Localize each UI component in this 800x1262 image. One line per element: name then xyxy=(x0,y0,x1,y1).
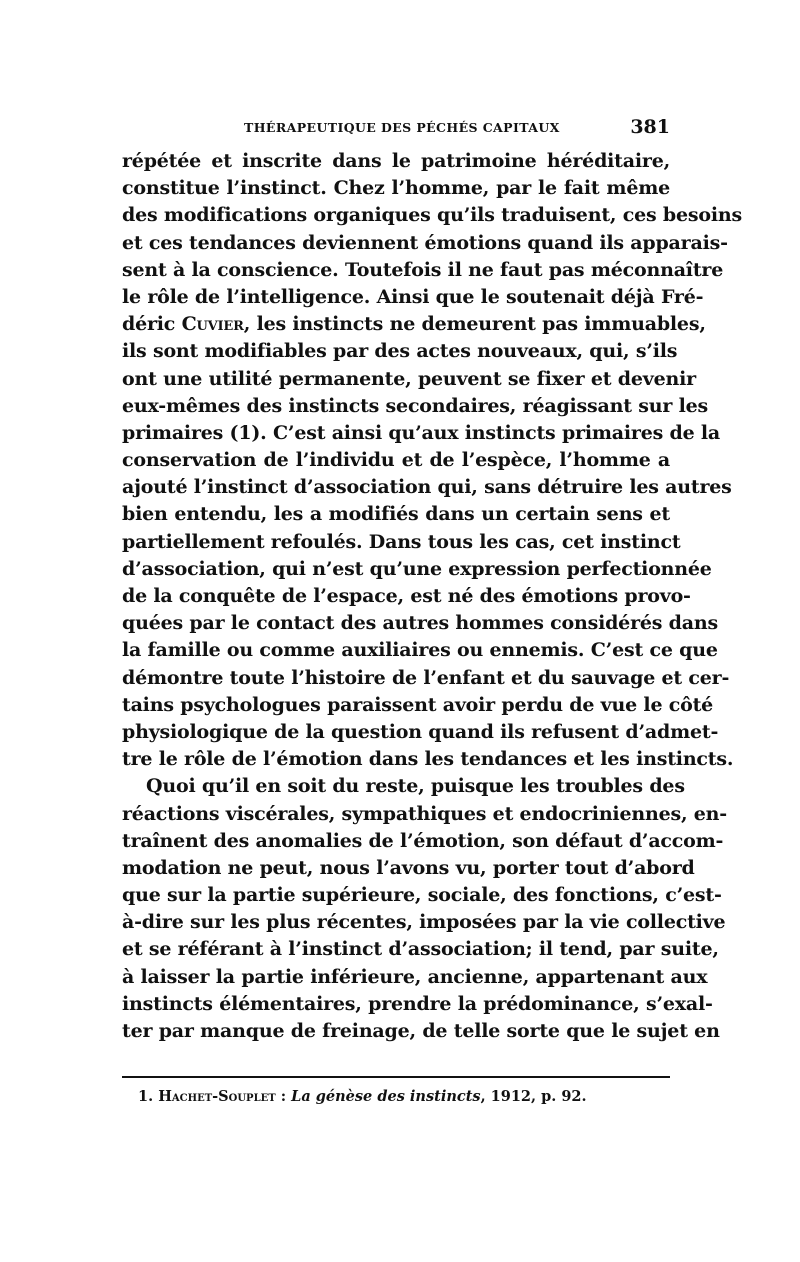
text-line: d’association, qui n’est qu’une expression perfectionnée xyxy=(122,557,712,580)
text-line: instincts élémentaires, prendre la prédominance, s’exal- xyxy=(122,992,713,1015)
text-line: des modifications organiques qu’ils traduisent, ces besoins xyxy=(122,204,742,227)
text-line: réactions viscérales, sympathiques et endocriniennes, en- xyxy=(122,802,727,825)
footnote-rule xyxy=(122,1076,670,1078)
footnote-title: La génèse des instincts xyxy=(291,1088,481,1105)
text-line: tains psychologues paraissent avoir perdu de vue le côté xyxy=(122,693,714,716)
text-line: ter par manque de freinage, de telle sorte que le sujet en xyxy=(122,1020,720,1042)
text-line: ont une utilité permanente, peuvent se fixer et devenir xyxy=(122,367,696,390)
text-line: partiellement refoulés. Dans tous les cas, cet instinct xyxy=(122,530,681,553)
text-line: et se référant à l’instinct d’association; il tend, par suite, xyxy=(122,938,719,961)
text-line: quées par le contact des autres hommes considérés dans xyxy=(122,612,718,635)
text-line: bien entendu, les a modifiés dans un certain sens et xyxy=(122,503,670,526)
text-line: à laisser la partie inférieure, ancienne, appartenant aux xyxy=(122,965,708,988)
body-text xyxy=(122,148,742,1045)
footnote-separator: : xyxy=(275,1088,292,1105)
text-line: physiologique de la question quand ils refusent d’admet- xyxy=(122,720,719,743)
text-line: eux-mêmes des instincts secondaires, réagissant sur les xyxy=(122,394,708,417)
footnote-author: Hachet-Souplet xyxy=(158,1088,276,1105)
text-line: répétée et inscrite dans le patrimoine héréditaire, xyxy=(122,150,670,172)
text-line: à-dire sur les plus récentes, imposées par la vie collective xyxy=(122,911,726,934)
text-line: sent à la conscience. Toutefois il ne faut pas méconnaître xyxy=(122,258,724,281)
text-line: et ces tendances deviennent émotions quand ils apparais- xyxy=(122,231,728,254)
footnote-rest: , 1912, p. 92. xyxy=(480,1088,587,1105)
text-line: la famille ou comme auxiliaires ou ennemis. C’est ce que xyxy=(122,639,718,662)
text-line: Quoi qu’il en soit du reste, puisque les troubles des xyxy=(146,775,685,798)
footnote xyxy=(138,1088,587,1105)
text-line: de la conquête de l’espace, est né des émotions provo- xyxy=(122,585,691,607)
footnote-number: 1. xyxy=(138,1088,154,1105)
text-line: démontre toute l’histoire de l’enfant et du sauvage et cer- xyxy=(122,666,730,689)
text-line: tre le rôle de l’émotion dans les tendances et les instincts. xyxy=(122,748,734,771)
text-line: traînent des anomalies de l’émotion, son défaut d’accom- xyxy=(122,829,724,852)
text-line: modation ne peut, nous l’avons vu, porter tout d’abord xyxy=(122,856,695,879)
text-line: déric Cuvier, les instincts ne demeurent pas immuables, xyxy=(122,313,706,336)
text-line: ajouté l’instinct d’association qui, sans détruire les autres xyxy=(122,476,732,499)
proper-name: Cuvier xyxy=(181,313,244,336)
text-line: constitue l’instinct. Chez l’homme, par le fait même xyxy=(122,177,670,200)
text-line: ils sont modifiables par des actes nouveaux, qui, s’ils xyxy=(122,340,678,363)
text-line: que sur la partie supérieure, sociale, des fonctions, c’est- xyxy=(122,884,722,907)
running-head xyxy=(122,116,670,140)
page-number: 381 xyxy=(630,116,670,138)
running-title: THÉRAPEUTIQUE DES PÉCHÉS CAPITAUX xyxy=(244,120,560,135)
text-line: conservation de l’individu et de l’espèce, l’homme a xyxy=(122,449,670,472)
text-line: le rôle de l’intelligence. Ainsi que le soutenait déjà Fré- xyxy=(122,285,704,308)
text-line: primaires (1). C’est ainsi qu’aux instincts primaires de la xyxy=(122,421,721,444)
